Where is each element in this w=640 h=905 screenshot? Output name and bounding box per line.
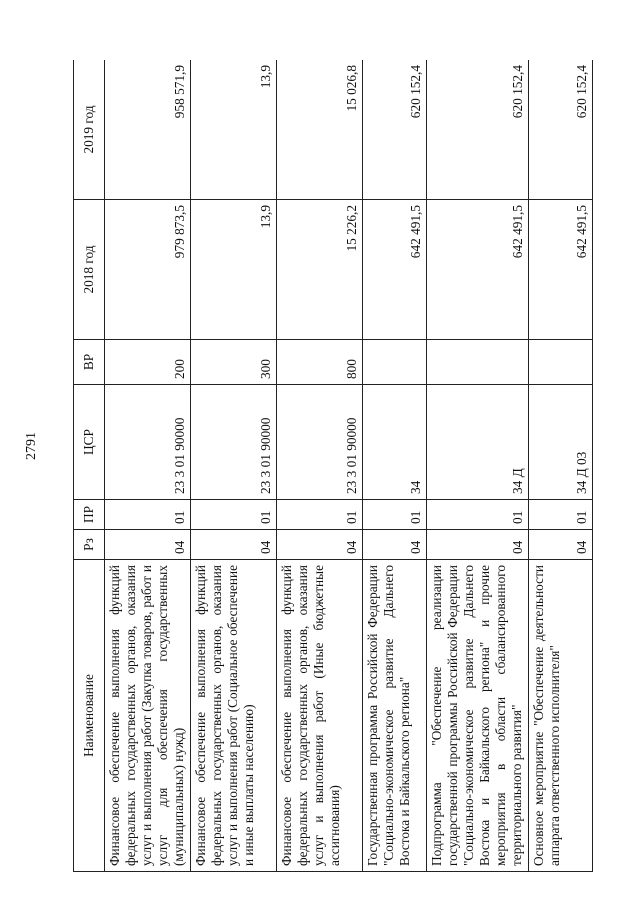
row-csr: 34	[363, 385, 427, 500]
row-2018: 642 491,5	[529, 200, 593, 340]
row-vr: 800	[277, 340, 363, 385]
header-2019: 2019 год	[74, 60, 105, 200]
row-vr: 300	[191, 340, 277, 385]
row-2019: 15 026,8	[277, 60, 363, 200]
table-row	[277, 60, 363, 872]
row-csr: 34 Д	[426, 385, 528, 500]
row-vr	[529, 340, 593, 385]
header-csr: ЦСР	[74, 385, 105, 500]
row-rz: 04	[277, 530, 363, 560]
row-2019: 958 571,9	[105, 60, 191, 200]
row-name: Финансовое обеспечение выполнения функций федеральных государственных органов, оказания услуг и выполнения работ (Социальное обеспечение и иные выплаты населению)	[191, 560, 277, 872]
row-2018: 13,9	[191, 200, 277, 340]
header-rz: Рз	[74, 530, 105, 560]
header-name: Наименование	[74, 560, 105, 872]
table-row	[191, 60, 277, 872]
header-vr: ВР	[74, 340, 105, 385]
budget-table	[73, 60, 593, 872]
row-2018: 979 873,5	[105, 200, 191, 340]
row-vr	[363, 340, 427, 385]
row-rz: 04	[363, 530, 427, 560]
table-row	[363, 60, 427, 872]
row-csr: 23 3 01 90000	[105, 385, 191, 500]
row-2018: 642 491,5	[363, 200, 427, 340]
row-pr: 01	[105, 500, 191, 530]
row-2018: 15 226,2	[277, 200, 363, 340]
header-2018: 2018 год	[74, 200, 105, 340]
row-name: Государственная программа Российской Федерации "Социально-экономическое развитие Дальнего Востока и Байкальского региона"	[363, 560, 427, 872]
row-2019: 13,9	[191, 60, 277, 200]
row-name: Подпрограмма "Обеспечение реализации государственной программы Российской Федерации "Социально-экономическое развитие Дальнего Востока и Байкальского региона" и прочие мероприятия в области сбалансированного территориального развития"	[426, 560, 528, 872]
row-pr: 01	[277, 500, 363, 530]
row-name: Основное мероприятие "Обеспечение деятельности аппарата ответственного исполнителя"	[529, 560, 593, 872]
row-2019: 620 152,4	[426, 60, 528, 200]
row-name: Финансовое обеспечение выполнения функций федеральных государственных органов, оказания услуг и выполнения работ (Иные бюджетные ассигнования)	[277, 560, 363, 872]
row-rz: 04	[191, 530, 277, 560]
table-row	[529, 60, 593, 872]
header-row	[74, 60, 105, 872]
table-row	[105, 60, 191, 872]
row-csr: 23 3 01 90000	[277, 385, 363, 500]
header-pr: ПР	[74, 500, 105, 530]
row-rz: 04	[426, 530, 528, 560]
row-2019: 620 152,4	[529, 60, 593, 200]
row-pr: 01	[426, 500, 528, 530]
row-rz: 04	[105, 530, 191, 560]
row-pr: 01	[529, 500, 593, 530]
row-2019: 620 152,4	[363, 60, 427, 200]
rotated-table-frame	[73, 60, 593, 872]
row-vr	[426, 340, 528, 385]
row-csr: 23 3 01 90000	[191, 385, 277, 500]
page-number: 2791	[24, 432, 39, 460]
row-vr: 200	[105, 340, 191, 385]
table-row	[426, 60, 528, 872]
row-pr: 01	[191, 500, 277, 530]
row-2018: 642 491,5	[426, 200, 528, 340]
row-name: Финансовое обеспечение выполнения функций федеральных государственных органов, оказания услуг и выполнения работ (Закупка товаров, работ и услуг для обеспечения государственных (муниципальных) нужд)	[105, 560, 191, 872]
table-sheet	[73, 60, 593, 872]
row-rz: 04	[529, 530, 593, 560]
row-csr: 34 Д 03	[529, 385, 593, 500]
row-pr: 01	[363, 500, 427, 530]
